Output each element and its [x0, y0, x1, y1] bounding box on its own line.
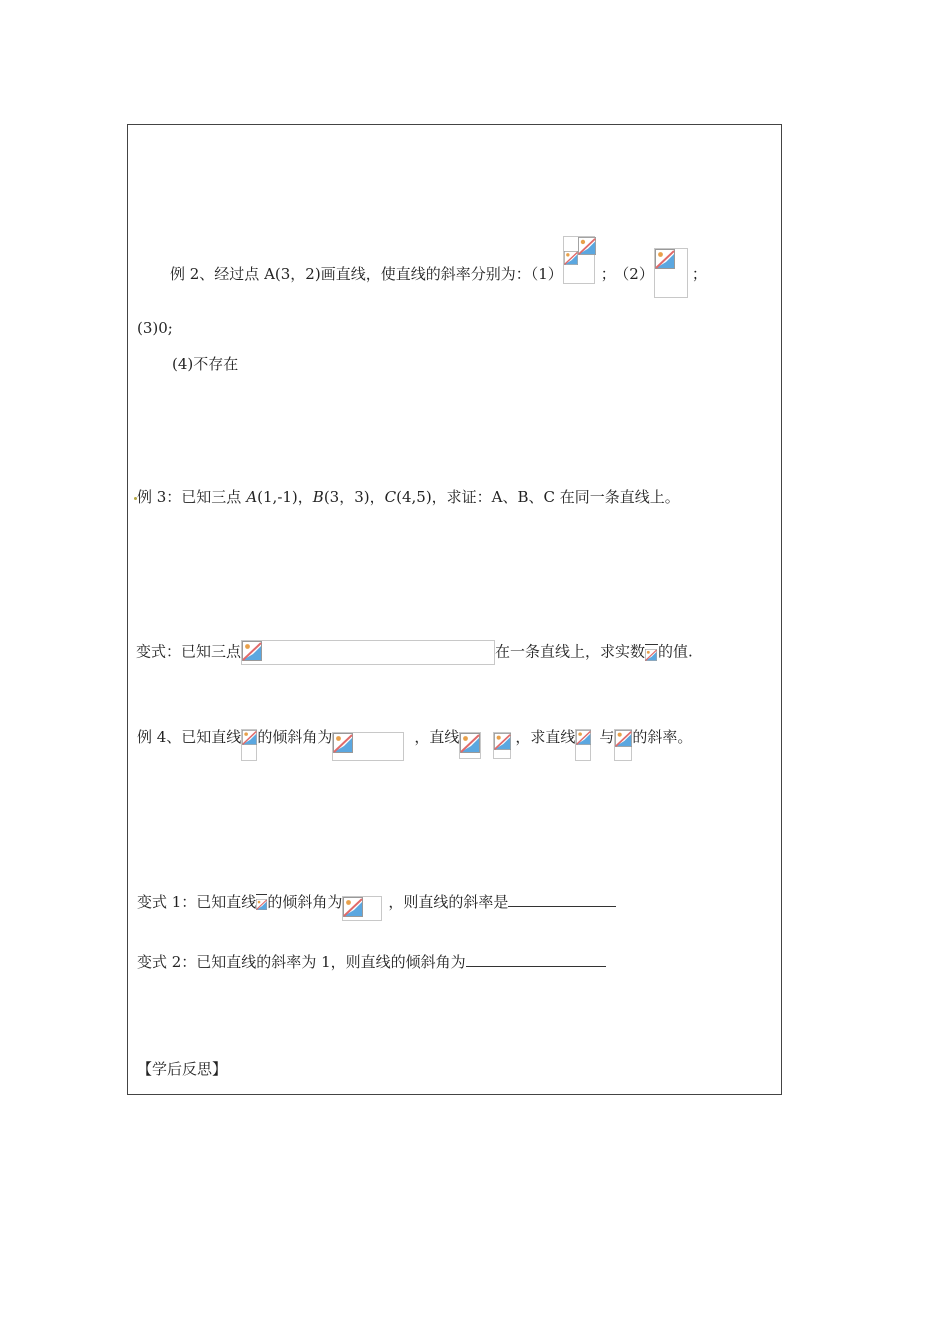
- broken-image-icon: [242, 730, 257, 745]
- example-2-intro: 例 2、经过点 A(3，2)画直线，使直线的斜率分别为：: [170, 265, 531, 283]
- point-c-coord: (4,5)，求证：A、B、C 在同一条直线上。: [396, 488, 680, 506]
- formula-image-line-l2: [459, 732, 481, 759]
- variant-middle: 在一条直线上，求实数: [495, 642, 646, 661]
- broken-image-icon: [494, 733, 511, 750]
- example-2-sep1: ；: [600, 265, 616, 283]
- example-4-t4: 与: [599, 728, 615, 746]
- broken-image-icon: [460, 733, 480, 753]
- broken-image-icon: [645, 649, 657, 661]
- formula-image-l1-ref: [575, 729, 591, 761]
- example-4-t2: ，直线: [414, 728, 460, 746]
- variant-2-answer-blank: [466, 950, 606, 967]
- variant-2-line: [137, 950, 606, 972]
- broken-image-icon: [615, 730, 632, 747]
- variant-suffix: 的值.: [658, 642, 693, 661]
- example-4-t3: ，求直线: [515, 728, 576, 746]
- broken-image-icon: [242, 641, 262, 661]
- point-a-coord: (1,-1)，: [257, 488, 313, 506]
- variant-1-t2: ，则直线的斜率是: [388, 893, 509, 911]
- variant-1-answer-blank: [508, 890, 616, 907]
- point-a-name: A: [246, 488, 258, 506]
- formula-image-three-points: [241, 640, 495, 665]
- example-2-item3: (3)0;: [137, 319, 173, 337]
- formula-image-line-l1: [241, 729, 257, 761]
- example-3-prefix: 例 3：已知三点: [137, 488, 242, 506]
- example-4-t5: 的斜率。: [632, 728, 693, 746]
- broken-image-icon: [256, 899, 267, 910]
- example-2-item4: (4)不存在: [172, 355, 239, 373]
- formula-image-angle-2: [342, 896, 382, 921]
- formula-image-variable: [645, 644, 658, 662]
- reflection-title: 【学后反思】: [137, 1060, 228, 1078]
- example-2-item2-label: （2）: [621, 265, 654, 283]
- variant-2-text: 变式 2：已知直线的斜率为 1，则直线的倾斜角为: [137, 953, 466, 971]
- variant-prefix: 变式：已知三点: [136, 642, 242, 661]
- broken-image-icon: [655, 249, 675, 269]
- example-3-line: [134, 487, 680, 507]
- variant-1-line: [137, 890, 616, 924]
- example-4-line: [137, 727, 692, 761]
- broken-image-icon: [343, 897, 363, 917]
- formula-image-slope-1: [563, 236, 595, 284]
- formula-image-condition: [493, 732, 511, 759]
- variant-line: [136, 640, 693, 665]
- example-2-line: [170, 264, 707, 298]
- formula-image-l2-ref: [614, 729, 632, 761]
- point-b-name: B: [312, 488, 324, 506]
- formula-image-line-l: [256, 894, 267, 924]
- formula-image-angle: [332, 732, 404, 761]
- example-2-sep2: ；: [691, 265, 707, 283]
- formula-image-slope-2: [654, 248, 688, 298]
- variant-1-prefix: 变式 1：已知直线: [137, 893, 257, 911]
- broken-image-icon: [576, 730, 591, 745]
- example-4-t1: 的倾斜角为: [257, 728, 333, 746]
- example-2-item1-label: （1）: [530, 265, 563, 283]
- broken-image-icon: [333, 733, 353, 753]
- point-c-name: C: [384, 488, 397, 506]
- broken-image-icon: [564, 251, 578, 265]
- example-4-prefix: 例 4、已知直线: [137, 728, 242, 746]
- broken-image-icon: [578, 237, 596, 255]
- point-b-coord: (3，3)，: [323, 488, 385, 506]
- variant-1-t1: 的倾斜角为: [267, 893, 343, 911]
